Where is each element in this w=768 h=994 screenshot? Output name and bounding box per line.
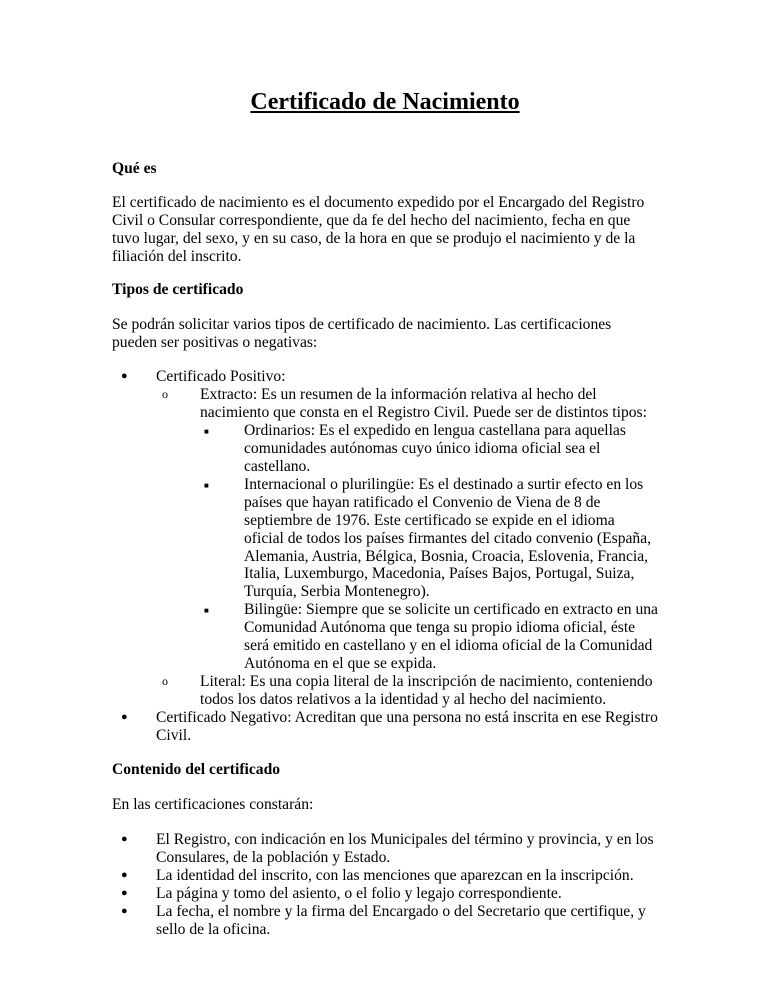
list-item-literal bbox=[156, 673, 658, 709]
list-item-text: La página y tomo del asiento, o el folio y legajo correspondiente. bbox=[156, 885, 562, 903]
list-item-text: Literal: Es una copia literal de la inscripción de nacimiento, conteniendo todos los datos relativos a la identidad y al hecho del nacimiento. bbox=[200, 672, 653, 708]
bullet-disc-icon: ● bbox=[121, 710, 128, 723]
bullet-square-icon: ■ bbox=[204, 480, 209, 490]
list-item-positivo bbox=[112, 368, 658, 708]
list-item bbox=[112, 903, 658, 939]
list-item-internacional bbox=[200, 476, 658, 601]
list-item-ordinarios bbox=[200, 422, 658, 476]
bullet-circle-icon: o bbox=[162, 673, 168, 688]
list-item-text: El Registro, con indicación en los Municipales del término y provincia, y en los Consulares, de la población y Estado. bbox=[156, 831, 654, 867]
paragraph-que-es: El certificado de nacimiento es el documento expedido por el Encargado del Registro Civil o Consular correspondiente, que da fe del hecho del nacimiento, fecha en que tuvo lugar, del sexo, y en su caso, de la hora en que se produjo el nacimiento y de la filiación del inscrito. bbox=[112, 194, 645, 265]
list-item bbox=[112, 885, 658, 903]
bullet-disc-icon: ● bbox=[121, 905, 128, 917]
extracto-sublist bbox=[200, 422, 658, 673]
bullet-circle-icon: o bbox=[162, 387, 168, 402]
list-item-text: Internacional o plurilingüe: Es el destinado a surtir efecto en los países que hayan ratificado el Convenio de Viena de 8 de septiembre de 1976. Este certificado se expide en el idioma oficial de todos los países firmantes del citado convenio (España, Alemania, Austria, Bélgica, Bosnia, Croacia, Eslovenia, Francia, Italia, Luxemburgo, Macedonia, Países Bajos, Portugal, Suiza, Turquía, Serbia Montenegro). bbox=[244, 475, 652, 601]
positivo-sublist bbox=[156, 386, 658, 708]
list-item-text: Certificado Negativo: Acreditan que una persona no está inscrita en ese Registro Civil. bbox=[156, 708, 658, 744]
bullet-disc-icon: ● bbox=[121, 869, 128, 882]
list-item-text: Certificado Positivo: bbox=[156, 368, 286, 386]
list-item bbox=[112, 867, 658, 885]
types-list bbox=[112, 368, 658, 744]
list-item-bilingue bbox=[200, 601, 658, 673]
bullet-disc-icon: ● bbox=[121, 833, 128, 846]
list-item-text: Extracto: Es un resumen de la información relativa al hecho del nacimiento que consta en el Registro Civil. Puede ser de distintos tipos: bbox=[200, 386, 647, 422]
section-heading-tipos: Tipos de certificado bbox=[112, 280, 244, 298]
paragraph-tipos: Se podrán solicitar varios tipos de certificado de nacimiento. Las certificaciones pueden ser positivas o negativas: bbox=[112, 315, 612, 351]
document-title: Certificado de Nacimiento bbox=[250, 89, 520, 115]
list-item-text: Bilingüe: Siempre que se solicite un certificado en extracto en una Comunidad Autónoma que tenga su propio idioma oficial, éste será emitido en castellano y en el idioma oficial de la Comunidad Autónoma en el que se expida. bbox=[244, 601, 658, 672]
bullet-disc-icon: ● bbox=[121, 887, 128, 900]
bullet-square-icon: ■ bbox=[204, 427, 209, 437]
list-item-text: Ordinarios: Es el expedido en lengua castellana para aquellas comunidades autónomas cuyo único idioma oficial sea el castellano. bbox=[244, 422, 626, 475]
list-item-negativo bbox=[112, 709, 658, 745]
bullet-square-icon: ■ bbox=[204, 606, 209, 616]
section-heading-contenido: Contenido del certificado bbox=[112, 761, 281, 779]
list-item-extracto bbox=[156, 386, 658, 673]
list-item bbox=[112, 831, 658, 867]
bullet-disc-icon: ● bbox=[121, 370, 128, 383]
paragraph-contenido: En las certificaciones constarán: bbox=[112, 796, 314, 814]
section-heading-que-es: Qué es bbox=[112, 160, 157, 177]
list-item-text: La fecha, el nombre y la firma del Encargado o del Secretario que certifique, y sello de la oficina. bbox=[156, 903, 646, 938]
contents-list bbox=[112, 831, 658, 938]
list-item-text: La identidad del inscrito, con las menciones que aparezcan en la inscripción. bbox=[156, 867, 634, 885]
